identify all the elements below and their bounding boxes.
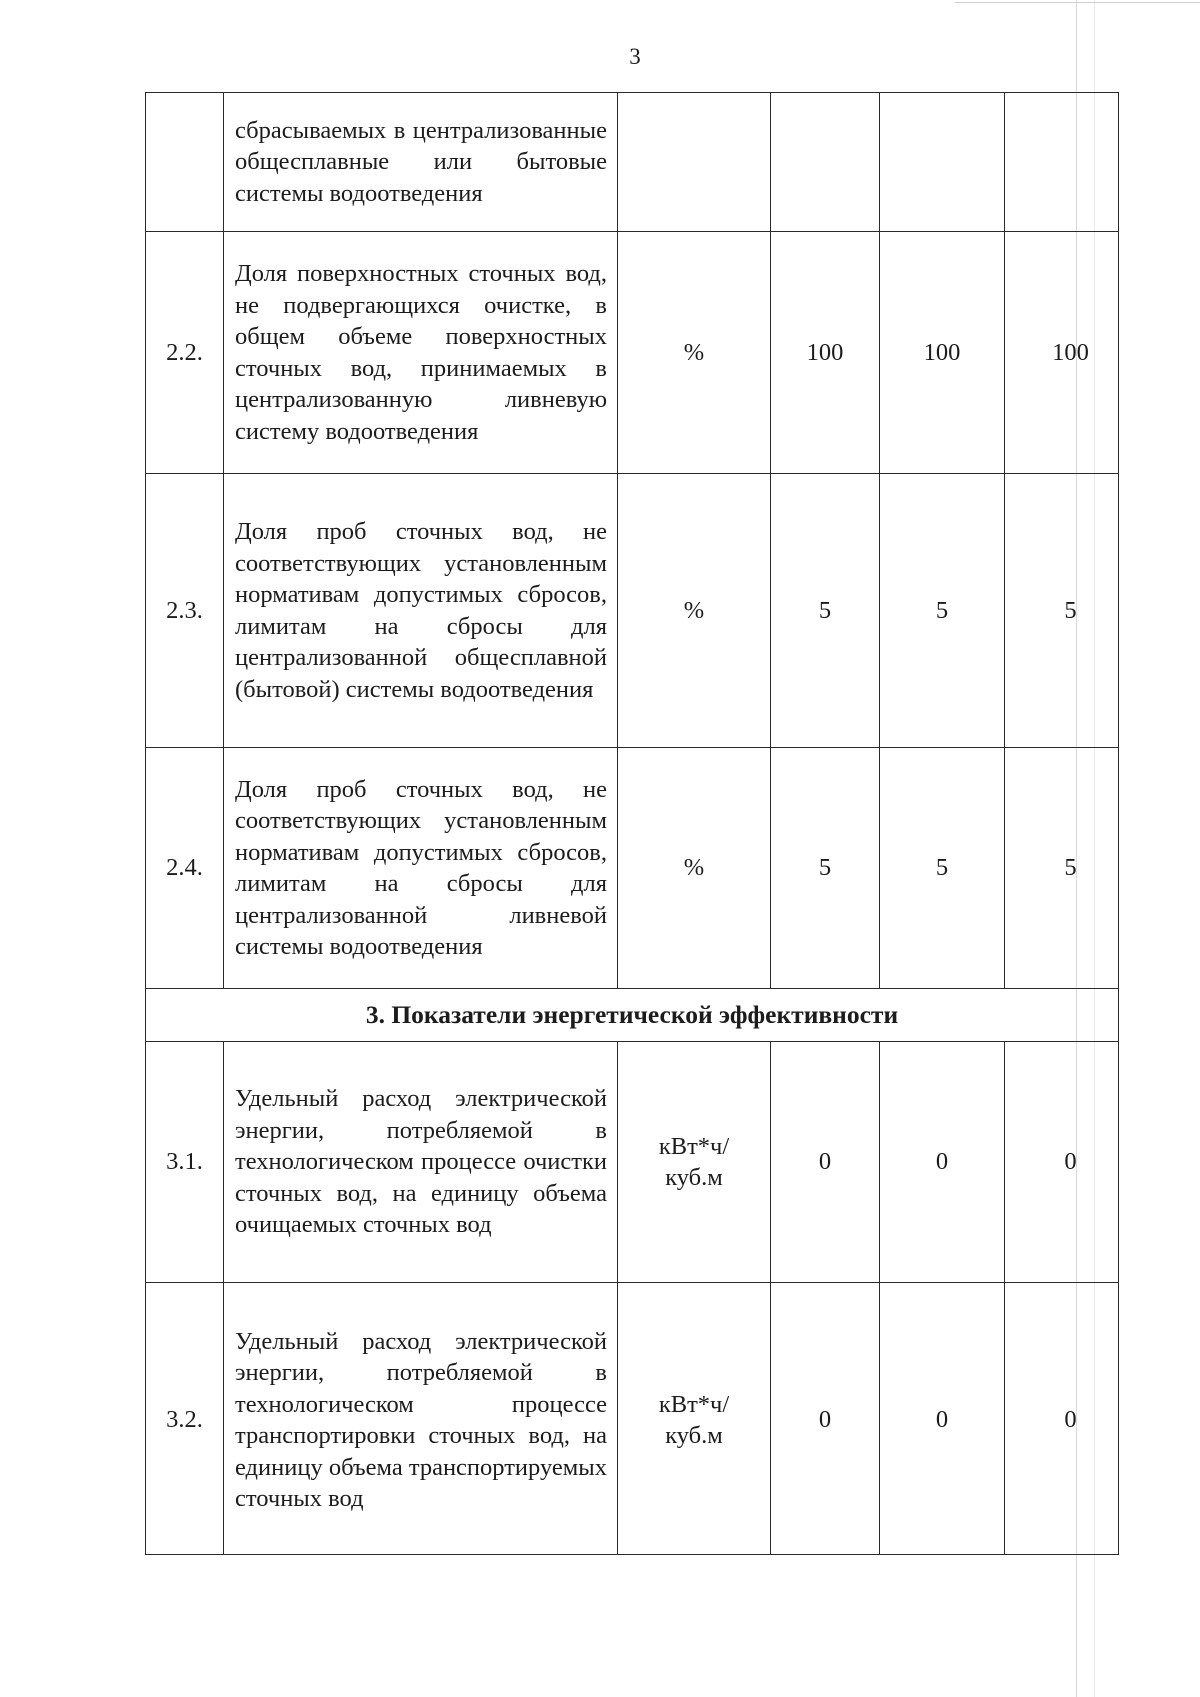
value-text: 0 <box>818 1406 832 1434</box>
indicator-name <box>224 1042 618 1283</box>
unit-text: кВт*ч/ куб.м <box>658 1390 730 1449</box>
row-number <box>146 1283 224 1555</box>
indicator-name <box>224 474 618 748</box>
unit-cell: % <box>618 474 771 748</box>
table-row <box>146 1042 1119 1283</box>
value-text: 0 <box>935 1406 949 1434</box>
value-cell-2 <box>880 1283 1005 1555</box>
indicator-name <box>224 232 618 474</box>
table-row <box>146 474 1119 748</box>
value-cell-2 <box>880 93 1005 232</box>
value-cell-1: 5 <box>771 748 880 989</box>
indicator-name <box>224 748 618 989</box>
indicator-name-text: Доля поверхностных сточных вод, не подвергающихся очистке, в общем объеме поверхностных сточных вод, принимаемых в централизованную ливневую систему водоотведения <box>235 260 607 445</box>
unit-cell: % <box>618 232 771 474</box>
row-number-text: 3.2. <box>166 1406 203 1434</box>
section-header-row <box>146 989 1119 1042</box>
value-cell-1: 100 <box>771 232 880 474</box>
table-row <box>146 232 1119 474</box>
indicator-name <box>224 1283 618 1555</box>
unit-cell <box>618 93 771 232</box>
value-cell-1: 0 <box>771 1042 880 1283</box>
page-number: 3 <box>629 44 641 69</box>
value-cell-3: 5 <box>1005 748 1119 989</box>
indicators-table <box>145 92 1119 1555</box>
table-row <box>146 1283 1119 1555</box>
value-cell-1 <box>771 1283 880 1555</box>
value-cell-3 <box>1005 93 1119 232</box>
value-cell-3 <box>1005 1283 1119 1555</box>
value-cell-3: 5 <box>1005 474 1119 748</box>
unit-cell: % <box>618 748 771 989</box>
scan-top-rule <box>955 2 1200 3</box>
value-cell-3: 0 <box>1005 1042 1119 1283</box>
value-cell-2: 0 <box>880 1042 1005 1283</box>
value-cell-2: 5 <box>880 748 1005 989</box>
row-number: 3.1. <box>146 1042 224 1283</box>
value-cell-3: 100 <box>1005 232 1119 474</box>
indicator-name-text: Удельный расход электрической энергии, потребляемой в технологическом процессе транспортировки сточных вод, на единицу объема транспортируемых сточных вод <box>235 1327 607 1512</box>
row-number: 2.2. <box>146 232 224 474</box>
row-number <box>146 93 224 232</box>
indicator-name-text: Доля проб сточных вод, не соответствующих установленным нормативам допустимых сбросов, лимитам на сбросы для централизованной ливневой системы водоотведения <box>235 775 607 960</box>
section-title: 3. Показатели энергетической эффективности <box>146 989 1119 1042</box>
indicator-name <box>224 93 618 232</box>
indicator-name-text: Удельный расход электрической энергии, потребляемой в технологическом процессе очистки сточных вод, на единицу объема очищаемых сточных вод <box>235 1085 607 1239</box>
row-number: 2.3. <box>146 474 224 748</box>
value-text: 0 <box>1064 1406 1077 1434</box>
table-row <box>146 748 1119 989</box>
value-cell-2: 100 <box>880 232 1005 474</box>
value-cell-1 <box>771 93 880 232</box>
unit-text: кВт*ч/ куб.м <box>658 1132 730 1191</box>
indicator-name-text: сбрасываемых в централизованные общесплавные или бытовые системы водоотведения <box>235 116 607 207</box>
indicator-name-text: Доля проб сточных вод, не соответствующих установленным нормативам допустимых сбросов, лимитам на сбросы для централизованной общесплавной (бытовой) системы водоотведения <box>235 518 607 703</box>
row-number: 2.4. <box>146 748 224 989</box>
table-row <box>146 93 1119 232</box>
value-cell-2: 5 <box>880 474 1005 748</box>
value-cell-1: 5 <box>771 474 880 748</box>
unit-cell <box>618 1042 771 1283</box>
unit-cell <box>618 1283 771 1555</box>
